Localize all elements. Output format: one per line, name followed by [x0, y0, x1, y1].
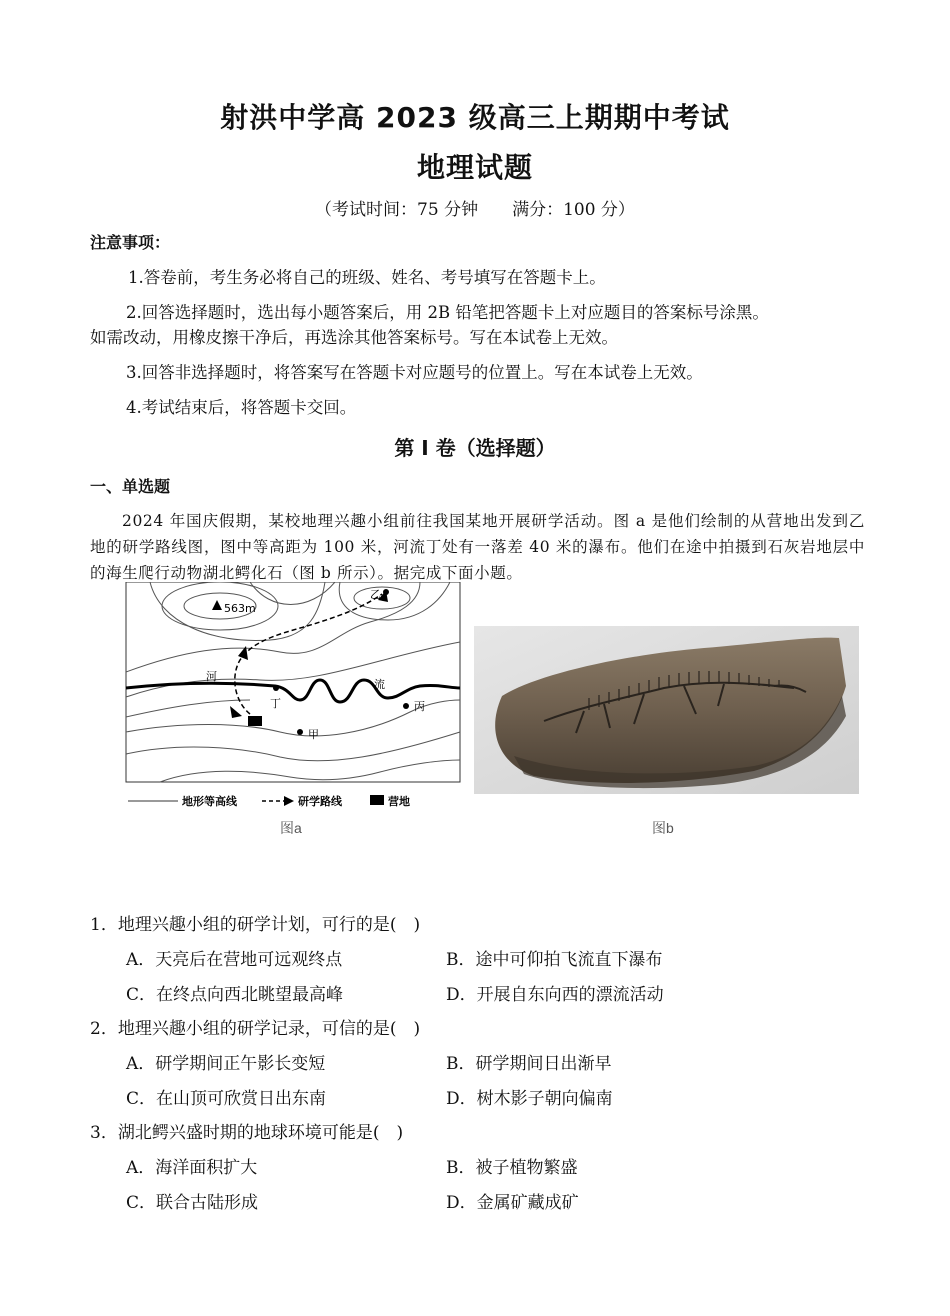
notice-item-2-cont: 如需改动，用橡皮擦干净后，再选涂其他答案标号。写在本试卷上无效。: [90, 328, 618, 347]
question-3-stem: 3．湖北鳄兴盛时期的地球环境可能是( ): [90, 1123, 404, 1143]
exam-subject: 地理试题: [416, 151, 533, 184]
peak-label: 563m: [224, 602, 256, 615]
exam-title: 射洪中学高 2023 级高三上期期中考试: [220, 101, 730, 134]
question-3-option-b[interactable]: B．被子植物繁盛: [446, 1158, 578, 1178]
question-2-option-b[interactable]: B．研学期间日出渐早: [446, 1054, 612, 1074]
camp-marker: [248, 716, 262, 726]
label-he: 河: [206, 670, 217, 683]
question-2-option-c[interactable]: C．在山顶可欣赏日出东南: [126, 1089, 327, 1109]
question-1-option-d[interactable]: D．开展自东向西的漂流活动: [446, 985, 664, 1005]
notice-item-3: 3.回答非选择题时，将答案写在答题卡对应题号的位置上。写在本试卷上无效。: [126, 363, 703, 382]
figure-b-caption: 图b: [652, 820, 674, 836]
label-jia: 甲: [308, 728, 319, 741]
question-1-option-c[interactable]: C．在终点向西北眺望最高峰: [126, 985, 344, 1005]
legend-contour: 地形等高线: [182, 795, 237, 808]
exam-info: （考试时间：75 分钟 满分：100 分）: [315, 200, 635, 220]
notice-item-4: 4.考试结束后，将答题卡交回。: [126, 398, 357, 417]
figure-a-map: [120, 582, 470, 814]
question-3-option-a[interactable]: A．海洋面积扩大: [126, 1158, 258, 1178]
question-1-option-a[interactable]: A．天亮后在营地可远观终点: [126, 950, 343, 970]
legend-camp: 营地: [388, 795, 410, 808]
figure-a-caption: 图a: [280, 820, 302, 836]
question-3-option-d[interactable]: D．金属矿藏成矿: [446, 1193, 579, 1213]
intro-paragraph: 2024 年国庆假期，某校地理兴趣小组前往我国某地开展研学活动。图 a 是他们绘制的从营地出发到乙地的研学路线图，图中等高距为 100 米，河流丁处有一落差 40 米的瀑布。他们在途中拍摄到石灰岩地层中的海生爬行动物湖北鳄化石（图 b 所示）。据完成下面小题。: [90, 512, 865, 582]
figure-b-fossil-photo: [474, 626, 859, 794]
notice-item-1: 1.答卷前，考生务必将自己的班级、姓名、考号填写在答题卡上。: [128, 268, 606, 287]
section-title: 第 I 卷（选择题）: [394, 436, 556, 460]
notice-heading: 注意事项：: [90, 233, 171, 252]
question-2-option-d[interactable]: D．树木影子朝向偏南: [446, 1089, 613, 1109]
question-1-stem: 1．地理兴趣小组的研学计划，可行的是( ): [90, 915, 421, 935]
label-ding: 丁: [270, 697, 281, 710]
legend-route: 研学路线: [298, 795, 342, 808]
question-2-option-a[interactable]: A．研学期间正午影长变短: [126, 1054, 326, 1074]
question-1-option-b[interactable]: B．途中可仰拍飞流直下瀑布: [446, 950, 663, 970]
label-bing: 丙: [414, 700, 425, 713]
notice-item-2: 2.回答选择题时，选出每小题答案后，用 2B 铅笔把答题卡上对应题目的答案标号涂黑。: [126, 303, 769, 322]
question-3-option-c[interactable]: C．联合古陆形成: [126, 1193, 259, 1213]
label-liu: 流: [374, 678, 385, 691]
question-2-stem: 2．地理兴趣小组的研学记录，可信的是( ): [90, 1019, 421, 1039]
label-yi: 乙: [370, 588, 381, 601]
part-title: 一、单选题: [90, 477, 171, 496]
